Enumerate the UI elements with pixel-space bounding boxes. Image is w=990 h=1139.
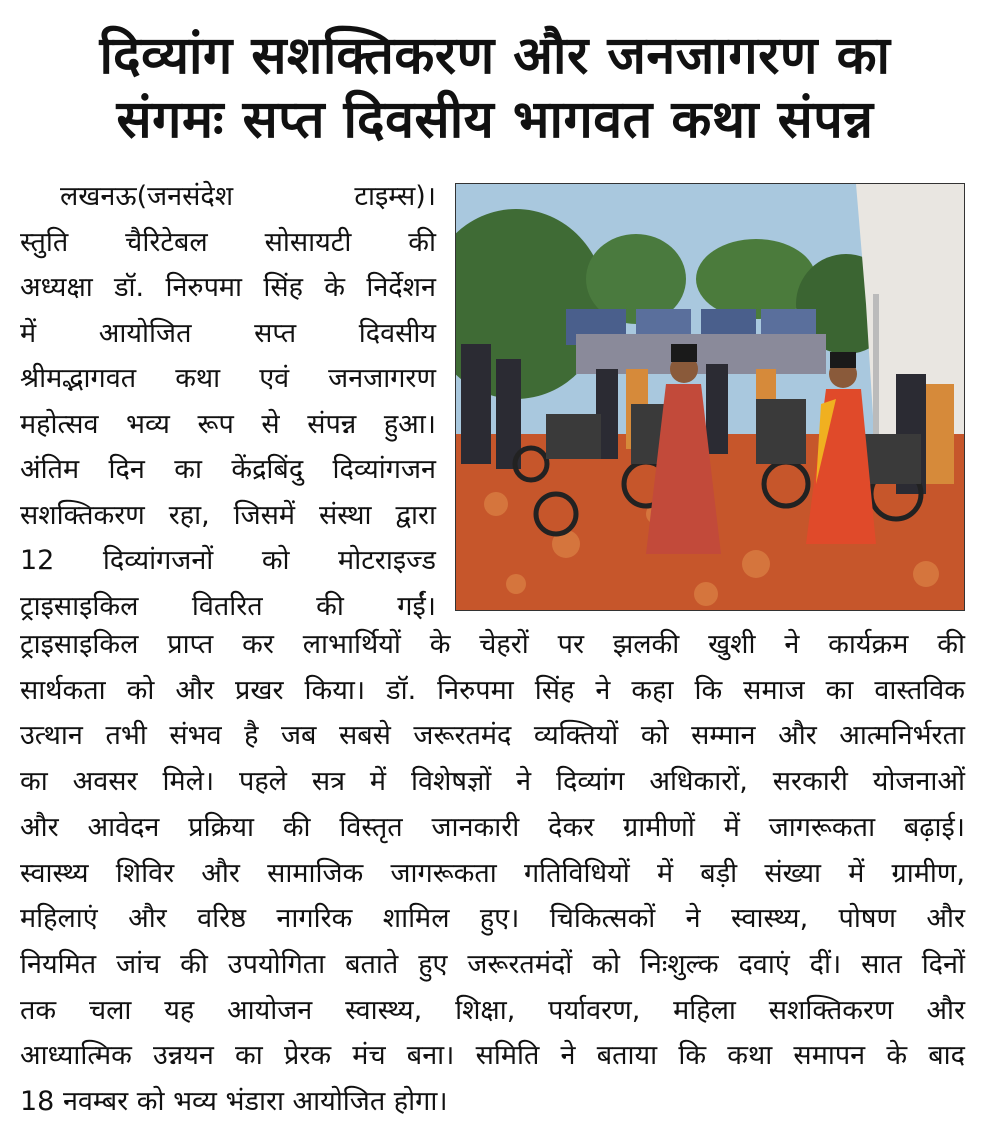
article-line: स्वास्थ्य शिविर और सामाजिक जागरूकता गतिविधियों में बड़ी संख्या में ग्रामीण, — [20, 857, 965, 889]
article-dateline: लखनऊ(जनसंदेश टाइम्स)। — [60, 181, 436, 212]
article-line: अध्यक्षा डॉ. निरुपमा सिंह के निर्देशन — [20, 272, 436, 303]
article-line: में आयोजित सप्त दिवसीय — [20, 317, 436, 349]
article-line: सार्थकता को और प्रखर किया। डॉ. निरुपमा सिंह ने कहा कि समाज का वास्तविक — [20, 674, 965, 706]
article-line: महिलाएं और वरिष्ठ नागरिक शामिल हुए। चिकित्सकों ने स्वास्थ्य, पोषण और — [20, 903, 965, 935]
article-line: उत्थान तभी संभव है जब सबसे जरूरतमंद व्यक्तियों को सम्मान और आत्मनिर्भरता — [20, 720, 965, 752]
article-intro-column — [20, 174, 436, 629]
article-line: श्रीमद्भागवत कथा एवं जनजागरण — [20, 363, 436, 394]
headline-line-1: दिव्यांग सशक्तिकरण और जनजागरण का — [99, 26, 891, 86]
article-line: तक चला यह आयोजन स्वास्थ्य, शिक्षा, पर्यावरण, महिला सशक्तिकरण और — [20, 994, 965, 1026]
article-line: ट्राइसाइकिल प्राप्त कर लाभार्थियों के चेहरों पर झलकी खुशी ने कार्यक्रम की — [20, 629, 965, 660]
article-line: ट्राइसाइकिल वितरित की गईं। — [20, 590, 436, 622]
article-line: और आवेदन प्रक्रिया की विस्तृत जानकारी देकर ग्रामीणों में जागरूकता बढ़ाई। — [20, 811, 965, 843]
article-line: 12 दिव्यांगजनों को मोटराइज्ड — [20, 545, 436, 576]
article-line: स्तुति चैरिटेबल सोसायटी की — [20, 226, 436, 258]
article-line: का अवसर मिले। पहले सत्र में विशेषज्ञों ने दिव्यांग अधिकारों, सरकारी योजनाओं — [20, 766, 965, 798]
article-line: नियमित जांच की उपयोगिता बताते हुए जरूरतमंदों को निःशुल्क दवाएं दीं। सात दिनों — [20, 948, 965, 980]
headline — [0, 24, 990, 152]
photo-icon — [456, 184, 964, 610]
headline-line-2: संगमः सप्त दिवसीय भागवत कथा संपन्न — [116, 90, 874, 150]
article-line: अंतिम दिन का केंद्रबिंदु दिव्यांगजन — [20, 454, 436, 485]
article-line: आध्यात्मिक उन्नयन का प्रेरक मंच बना। समिति ने बताया कि कथा समापन के बाद — [20, 1040, 965, 1072]
article-line: 18 नवम्बर को भव्य भंडारा आयोजित होगा। — [20, 1086, 448, 1118]
article-body — [20, 622, 965, 1125]
news-photo — [455, 183, 965, 611]
article-line: सशक्तिकरण रहा, जिसमें संस्था द्वारा — [20, 499, 436, 531]
article-line: महोत्सव भव्य रूप से संपन्न हुआ। — [20, 408, 436, 440]
